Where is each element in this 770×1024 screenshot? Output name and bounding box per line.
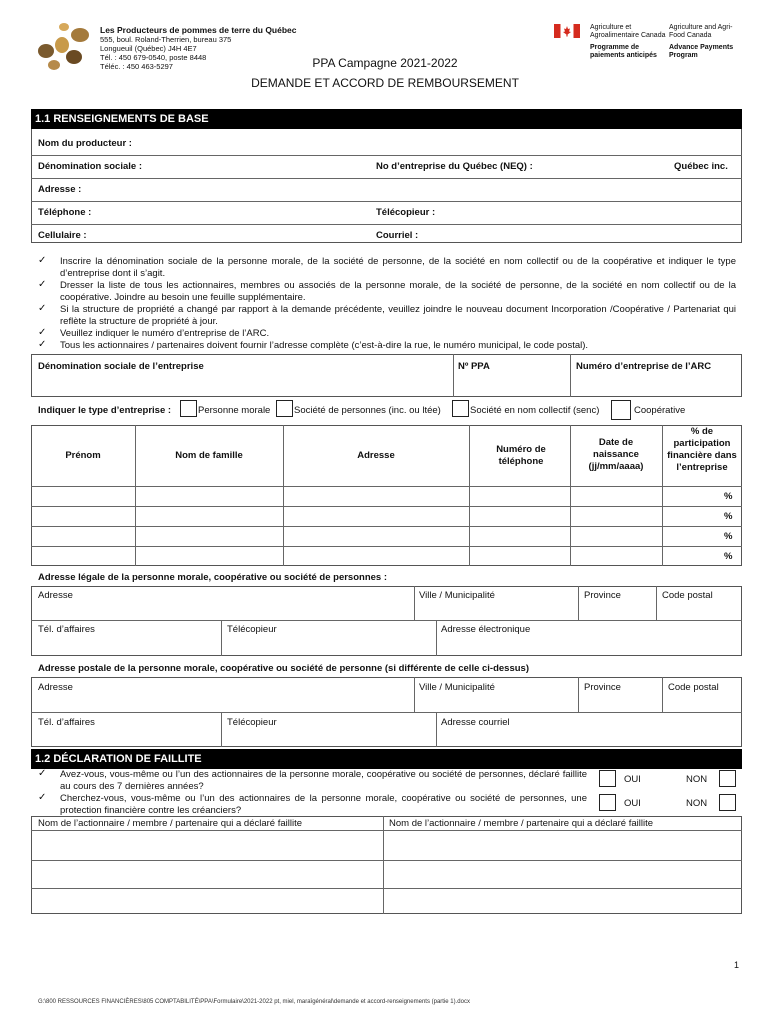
canada-flag-icon: [554, 24, 580, 38]
bullet-1: Inscrire la dénomination sociale de la personne morale, de la société de personne, de la société en nom collectif ou de la coopérative et indiquer le type d’entreprise dont il s’agit.: [60, 256, 736, 279]
bankruptcy-question-2: Cherchez-vous, vous-même ou l’un des actionnaires de la personne morale, coopérative ou société de personnes, une protection financière contre les créanciers?: [60, 793, 587, 816]
col-nom-famille: Nom de famille: [175, 450, 243, 461]
q2-oui-checkbox[interactable]: [599, 794, 616, 811]
org-fax: Téléc. : 450 463-5297: [100, 62, 173, 71]
type-checkbox-senc[interactable]: [452, 400, 469, 417]
org-phone: Tél. : 450 679-0540, poste 8448: [100, 53, 207, 62]
legal-address-field[interactable]: Adresse: [38, 590, 73, 601]
check-icon: ✓: [38, 303, 47, 314]
company-name-label: Dénomination sociale de l’entreprise: [38, 361, 204, 372]
legal-postal-code-field[interactable]: Code postal: [662, 590, 713, 601]
check-icon: ✓: [38, 339, 47, 350]
pct-cell: %: [724, 511, 733, 522]
org-name: Les Producteurs de pommes de terre du Québec: [100, 25, 297, 35]
page-number: 1: [734, 960, 740, 970]
form-title-main: DEMANDE ET ACCORD DE REMBOURSEMENT: [251, 76, 519, 90]
legal-fax-field[interactable]: Télécopieur: [227, 624, 277, 635]
bullet-3: Si la structure de propriété a changé par rapport à la demande précédente, veuillez joindre le nouveau document Incorporation /Coopérative / Partenariat qui reflète la structure de propriété à jour.: [60, 304, 736, 327]
pct-cell: %: [724, 491, 733, 502]
program-en: Advance Payments Program: [669, 44, 734, 59]
bullet-5: Tous les actionnaires / partenaires doivent fournir l’adresse complète (c’est-à-dire la rue, le numéro municipal, le code postal).: [60, 340, 589, 351]
section-1-1-header: 1.1 RENSEIGNEMENTS DE BASE: [31, 109, 742, 129]
legal-address-box: [31, 586, 742, 656]
org-logo: [34, 15, 94, 75]
postal-address-field[interactable]: Adresse: [38, 682, 73, 693]
check-icon: ✓: [38, 279, 47, 290]
type-label-cooperative: Coopérative: [634, 405, 686, 416]
address-label: Adresse :: [38, 184, 82, 195]
q1-non-checkbox[interactable]: [719, 770, 736, 787]
postal-province-field[interactable]: Province: [584, 682, 621, 693]
pct-cell: %: [724, 531, 733, 542]
postal-business-phone-field[interactable]: Tél. d’affaires: [38, 717, 95, 728]
q1-oui-checkbox[interactable]: [599, 770, 616, 787]
bankruptcy-question-1: Avez-vous, vous-même ou l’un des actionnaires de la personne morale, coopérative ou société de personnes, déclaré faillite au cours des 7 dernières années?: [60, 769, 587, 792]
legal-city-field[interactable]: Ville / Municipalité: [419, 590, 495, 601]
q2-non-checkbox[interactable]: [719, 794, 736, 811]
bullet-4: Veuillez indiquer le numéro d’entreprise de l’ARC.: [60, 328, 270, 339]
org-address-2: Longueuil (Québec) J4H 4E7: [100, 44, 197, 53]
postal-code-field[interactable]: Code postal: [668, 682, 719, 693]
email-label: Courriel :: [376, 230, 419, 241]
col-naissance: Date de naissance (jj/mm/aaaa): [588, 437, 644, 472]
legal-business-phone-field[interactable]: Tél. d’affaires: [38, 624, 95, 635]
legal-email-field[interactable]: Adresse électronique: [441, 624, 531, 635]
check-icon: ✓: [38, 768, 47, 779]
form-title-campaign: PPA Campagne 2021-2022: [312, 56, 458, 70]
file-path: G:\800 RESSOURCES FINANCIÈRES\805 COMPTABILITÉ\PPA\Formulaire\2021-2022 pt, miel, maraîgénéral\demande et accord-renseignements (partie 1).docx: [38, 999, 470, 1005]
type-checkbox-societe-personnes[interactable]: [276, 400, 293, 417]
aac-en: Agriculture and Agri-Food Canada: [669, 24, 733, 39]
type-label-senc: Société en nom collectif (senc): [470, 405, 600, 416]
corporate-name-label: Dénomination sociale :: [38, 161, 142, 172]
aac-fr: Agriculture et Agroalimentaire Canada: [590, 24, 666, 39]
bullet-2: Dresser la liste de tous les actionnaires, membres ou associés de la personne morale, de la société de personne, de la société en nom collectif ou de la coopérative. Joindre au besoin une feuille supplémentaire.: [60, 280, 736, 303]
pct-cell: %: [724, 551, 733, 562]
bankrupt-col-right: Nom de l’actionnaire / membre / partenaire qui a déclaré faillite: [389, 818, 654, 829]
legal-address-title: Adresse légale de la personne morale, coopérative ou société de personnes :: [38, 572, 387, 583]
producer-name-label: Nom du producteur :: [38, 138, 132, 149]
postal-fax-field[interactable]: Télécopieur: [227, 717, 277, 728]
q2-non-label: NON: [686, 798, 708, 809]
col-telephone: Numéro de téléphone: [496, 444, 546, 467]
postal-address-title: Adresse postale de la personne morale, coopérative ou société de personne (si différente de celle ci-dessus): [38, 663, 529, 674]
q1-non-label: NON: [686, 774, 708, 785]
bankrupt-col-left: Nom de l’actionnaire / membre / partenaire qui a déclaré faillite: [38, 818, 303, 829]
cell-label: Cellulaire :: [38, 230, 87, 241]
type-checkbox-cooperative[interactable]: [611, 400, 631, 420]
type-checkbox-personne-morale[interactable]: [180, 400, 197, 417]
check-icon: ✓: [38, 792, 47, 803]
col-adresse: Adresse: [357, 450, 395, 461]
q2-oui-label: OUI: [624, 798, 641, 809]
fax-label: Télécopieur :: [376, 207, 436, 218]
type-label-societe-personnes: Société de personnes (inc. ou ltée): [294, 405, 441, 416]
col-prenom: Prénom: [65, 450, 101, 461]
check-icon: ✓: [38, 327, 47, 338]
basic-info-frame: [31, 129, 742, 243]
phone-label: Téléphone :: [38, 207, 92, 218]
ppa-number-label: Nº PPA: [458, 361, 490, 372]
postal-email-field[interactable]: Adresse courriel: [441, 717, 510, 728]
section-1-2-header: 1.2 DÉCLARATION DE FAILLITE: [31, 749, 742, 769]
check-icon: ✓: [38, 255, 47, 266]
legal-province-field[interactable]: Province: [584, 590, 621, 601]
arc-number-label: Numéro d’entreprise de l’ARC: [576, 361, 712, 372]
type-label-personne-morale: Personne morale: [198, 405, 271, 416]
business-type-label: Indiquer le type d’entreprise :: [38, 405, 172, 416]
neq-label: No d’entreprise du Québec (NEQ) :: [376, 161, 533, 172]
org-address-1: 555, boul. Roland-Therrien, bureau 375: [100, 35, 232, 44]
col-participation: % de participation financière dans l’entreprise: [667, 426, 737, 473]
program-fr: Programme de paiements anticipés: [590, 44, 657, 59]
quebec-inc-label: Québec inc.: [674, 161, 728, 172]
q1-oui-label: OUI: [624, 774, 641, 785]
postal-city-field[interactable]: Ville / Municipalité: [419, 682, 495, 693]
